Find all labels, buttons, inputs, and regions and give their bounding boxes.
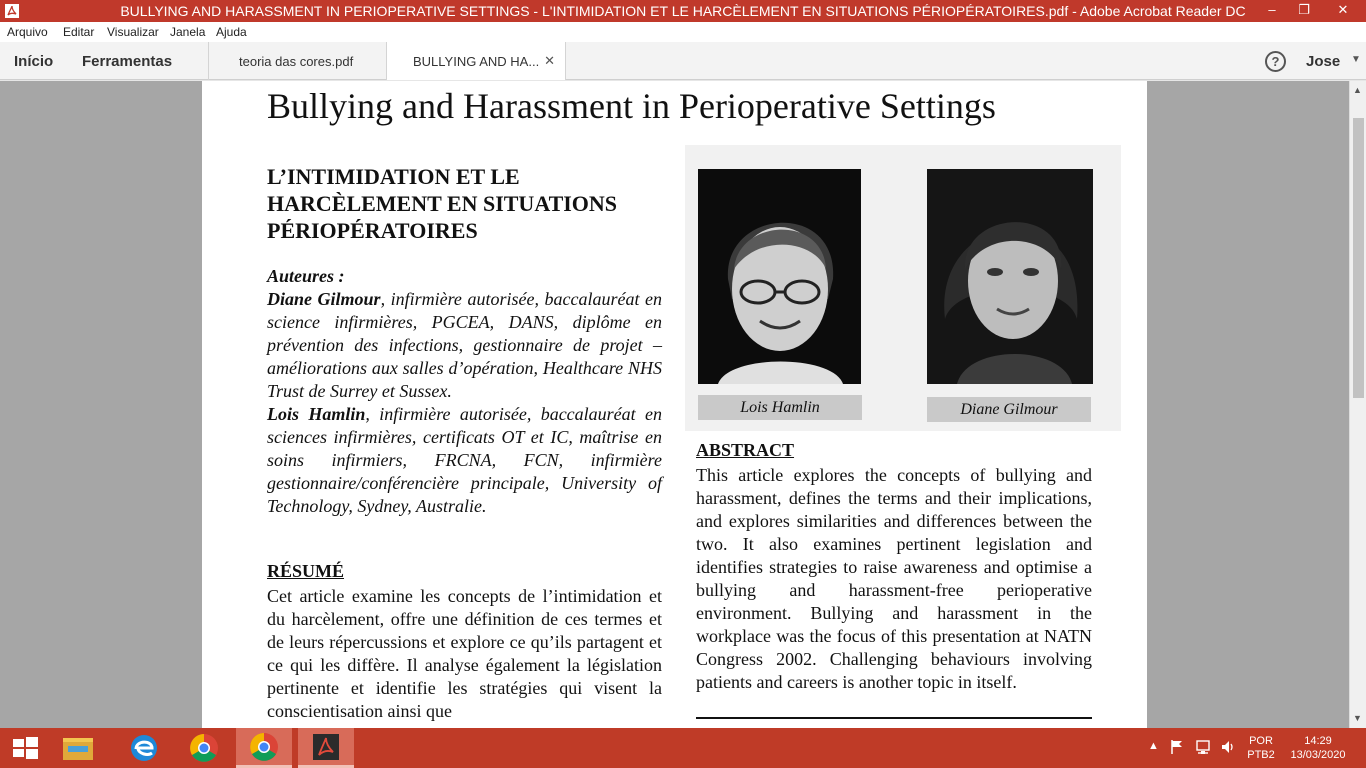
abstract-text: This article explores the concepts of bullying and harassment, defines the terms and their implications, and explores similarities and differences between the two. It also examines pertinent legislation and identifies strategies to raise awareness and optimise a bullying and harassment-free perioperative environment. Bullying and harassment in the workplace was the focus of this presentation at NATN Congress 2002. Challenging behaviours involving patients and careers is another topic in itself. xyxy=(696,465,1092,692)
document-title: Bullying and Harassment in Perioperative Settings xyxy=(267,86,996,126)
resume-text: Cet article examine les concepts de l’intimidation et du harcèlement, offre une définition de ces termes et de leurs répercussions et explore ce qu’ils partagent et ce qui les diffère. Il analyse également la législation pertinente et identifie les stratégies qui visent la conscientisation ainsi que xyxy=(267,586,662,721)
flag-icon[interactable] xyxy=(1170,739,1184,768)
network-icon[interactable] xyxy=(1195,739,1211,768)
tab-teoria-das-cores[interactable] xyxy=(208,42,386,80)
start-button[interactable] xyxy=(0,728,50,768)
restore-button[interactable]: ❐ xyxy=(1298,2,1310,17)
author-photos xyxy=(685,145,1121,431)
photo-caption: Lois Hamlin xyxy=(698,395,862,420)
chevron-down-icon[interactable]: ▼ xyxy=(1351,54,1361,65)
resume-heading: RÉSUMÉ xyxy=(267,561,345,581)
photo-lois-hamlin xyxy=(698,169,861,384)
abstract-heading: ABSTRACT xyxy=(696,440,795,460)
tab-label: teoria das cores.pdf xyxy=(239,54,354,69)
vertical-scrollbar[interactable] xyxy=(1349,81,1366,728)
show-hidden-icons[interactable]: ▲ xyxy=(1148,740,1159,752)
user-account[interactable]: Jose xyxy=(1306,53,1341,70)
authors-heading: Auteures : xyxy=(267,266,345,286)
photo-diane-gilmour xyxy=(927,169,1093,384)
scroll-down-icon[interactable]: ▼ xyxy=(1353,713,1362,723)
pdf-page xyxy=(202,81,1147,728)
tab-bullying-document[interactable] xyxy=(386,42,566,80)
menu-editar[interactable]: Editar xyxy=(63,25,95,39)
clock-time: 14:29 xyxy=(1304,735,1332,747)
french-title: L’INTIMIDATION ET LE HARCÈLEMENT EN SITUATIONS PÉRIOPÉRATOIRES xyxy=(267,164,618,243)
chrome-icon[interactable] xyxy=(236,728,292,768)
clock[interactable] xyxy=(1280,734,1356,762)
menu-ajuda[interactable]: Ajuda xyxy=(216,25,247,39)
input-language[interactable] xyxy=(1244,734,1278,762)
scroll-up-icon[interactable]: ▲ xyxy=(1353,85,1362,95)
edge-icon[interactable] xyxy=(116,728,172,768)
taskbar xyxy=(0,728,1366,768)
author-name: Lois Hamlin xyxy=(267,404,366,424)
acrobat-icon[interactable] xyxy=(298,728,354,768)
window-title: BULLYING AND HARASSMENT IN PERIOPERATIVE SETTINGS - L'INTIMIDATION ET LE HARCÈLEMENT EN SITUATIONS PÉRIOPÉRATOIRES.pdf - Adobe Acrobat Reader DC xyxy=(120,3,1246,19)
menu-bar xyxy=(0,22,1366,42)
divider xyxy=(696,717,1092,719)
minimize-button[interactable]: – xyxy=(1268,2,1276,17)
keyboard-layout: PTB2 xyxy=(1247,749,1275,761)
tools-nav[interactable]: Ferramentas xyxy=(82,53,173,70)
help-icon[interactable]: ? xyxy=(1265,51,1286,72)
authors-block xyxy=(267,265,662,518)
chrome-icon[interactable] xyxy=(176,728,232,768)
volume-icon[interactable] xyxy=(1220,739,1236,768)
home-nav[interactable]: Início xyxy=(14,53,54,70)
menu-janela[interactable]: Janela xyxy=(170,25,206,39)
close-tab-icon[interactable]: ✕ xyxy=(544,53,555,68)
menu-arquivo[interactable]: Arquivo xyxy=(7,25,48,39)
clock-date: 13/03/2020 xyxy=(1290,749,1346,761)
file-explorer-icon[interactable] xyxy=(50,728,106,768)
author-description: , infirmière autorisée, baccalauréat en science infirmières, PGCEA, DANS, diplôme en prévention des infections, gestionnaire de projet – améliorations aux salles d’opération, Healthcare NHS Trust de Surrey et Sussex. xyxy=(267,289,662,401)
language-code: POR xyxy=(1249,735,1273,747)
tab-label: BULLYING AND HA... xyxy=(413,54,540,69)
document-viewer[interactable] xyxy=(0,81,1349,728)
tab-bar xyxy=(0,42,1366,80)
title-bar xyxy=(0,0,1366,22)
menu-visualizar[interactable]: Visualizar xyxy=(107,25,159,39)
author-name: Diane Gilmour xyxy=(267,289,381,309)
scrollbar-thumb[interactable] xyxy=(1353,118,1364,398)
close-window-button[interactable]: ✕ xyxy=(1337,2,1349,17)
photo-caption: Diane Gilmour xyxy=(927,397,1091,422)
author-description: , infirmière autorisée, baccalauréat en sciences infirmières, certificats OT et IC, maîtrise en soins infirmiers, FRCNA, FCN, infirmière gestionnaire/conférencière principale, University of Technology, Sydney, Australie. xyxy=(267,404,662,516)
